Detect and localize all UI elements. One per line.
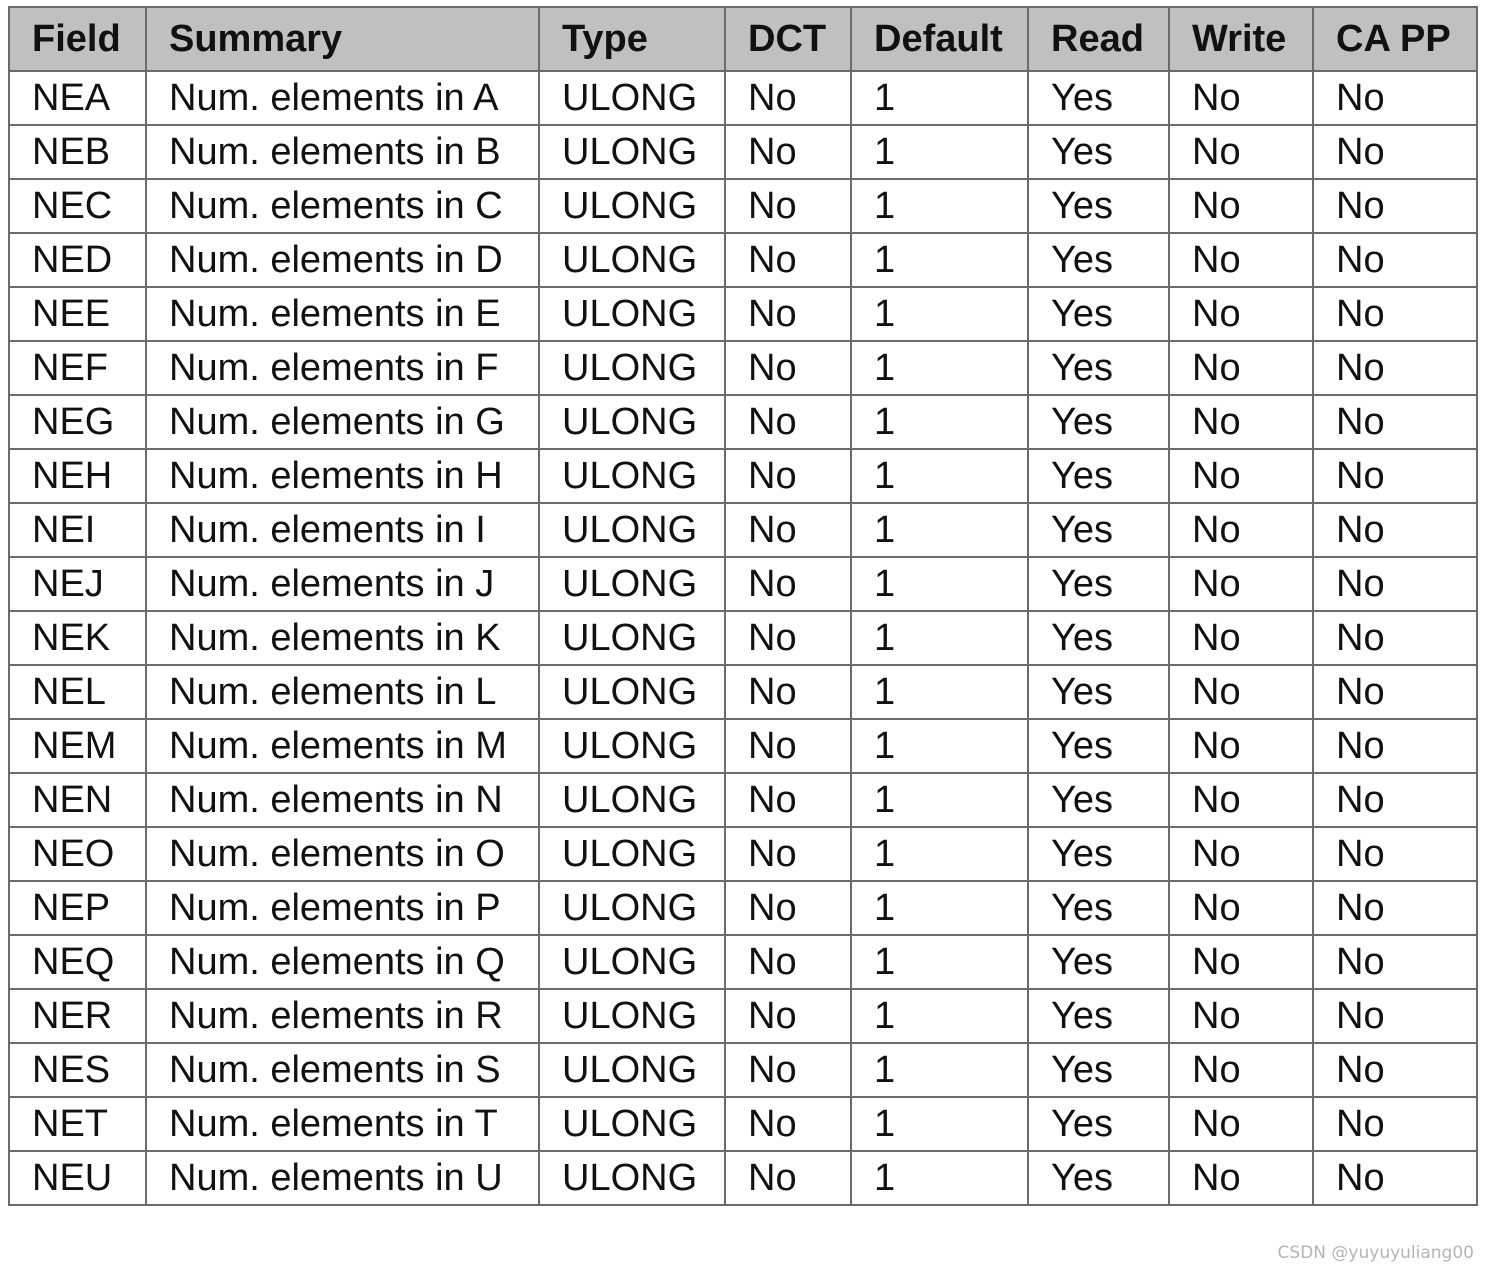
cell-ca-pp: No bbox=[1313, 125, 1477, 179]
cell-summary: Num. elements in O bbox=[146, 827, 539, 881]
cell-field: NEU bbox=[9, 1151, 146, 1205]
cell-dct: No bbox=[725, 665, 851, 719]
cell-dct: No bbox=[725, 125, 851, 179]
cell-default: 1 bbox=[851, 773, 1028, 827]
cell-read: Yes bbox=[1028, 125, 1169, 179]
cell-summary: Num. elements in F bbox=[146, 341, 539, 395]
cell-field: NEI bbox=[9, 503, 146, 557]
cell-ca-pp: No bbox=[1313, 611, 1477, 665]
cell-dct: No bbox=[725, 719, 851, 773]
cell-default: 1 bbox=[851, 179, 1028, 233]
header-ca-pp: CA PP bbox=[1313, 7, 1477, 71]
cell-write: No bbox=[1169, 71, 1313, 125]
cell-field: NEE bbox=[9, 287, 146, 341]
cell-dct: No bbox=[725, 827, 851, 881]
cell-summary: Num. elements in I bbox=[146, 503, 539, 557]
cell-type: ULONG bbox=[539, 179, 725, 233]
cell-default: 1 bbox=[851, 827, 1028, 881]
cell-write: No bbox=[1169, 341, 1313, 395]
cell-read: Yes bbox=[1028, 503, 1169, 557]
cell-dct: No bbox=[725, 71, 851, 125]
cell-write: No bbox=[1169, 827, 1313, 881]
cell-write: No bbox=[1169, 773, 1313, 827]
cell-write: No bbox=[1169, 935, 1313, 989]
table-row bbox=[9, 1097, 1477, 1151]
cell-field: NEA bbox=[9, 71, 146, 125]
cell-field: NEC bbox=[9, 179, 146, 233]
cell-field: NEH bbox=[9, 449, 146, 503]
table-row bbox=[9, 287, 1477, 341]
cell-default: 1 bbox=[851, 395, 1028, 449]
cell-type: ULONG bbox=[539, 287, 725, 341]
cell-type: ULONG bbox=[539, 881, 725, 935]
cell-type: ULONG bbox=[539, 611, 725, 665]
table-row bbox=[9, 71, 1477, 125]
cell-dct: No bbox=[725, 1097, 851, 1151]
cell-read: Yes bbox=[1028, 665, 1169, 719]
cell-ca-pp: No bbox=[1313, 773, 1477, 827]
cell-type: ULONG bbox=[539, 935, 725, 989]
cell-read: Yes bbox=[1028, 395, 1169, 449]
cell-summary: Num. elements in D bbox=[146, 233, 539, 287]
cell-write: No bbox=[1169, 1151, 1313, 1205]
cell-write: No bbox=[1169, 233, 1313, 287]
cell-read: Yes bbox=[1028, 611, 1169, 665]
cell-summary: Num. elements in E bbox=[146, 287, 539, 341]
cell-field: NEG bbox=[9, 395, 146, 449]
cell-default: 1 bbox=[851, 341, 1028, 395]
cell-type: ULONG bbox=[539, 665, 725, 719]
cell-read: Yes bbox=[1028, 827, 1169, 881]
cell-write: No bbox=[1169, 449, 1313, 503]
cell-read: Yes bbox=[1028, 1097, 1169, 1151]
cell-dct: No bbox=[725, 557, 851, 611]
cell-default: 1 bbox=[851, 1043, 1028, 1097]
table-row bbox=[9, 1043, 1477, 1097]
cell-dct: No bbox=[725, 935, 851, 989]
cell-type: ULONG bbox=[539, 341, 725, 395]
cell-summary: Num. elements in H bbox=[146, 449, 539, 503]
cell-summary: Num. elements in A bbox=[146, 71, 539, 125]
cell-write: No bbox=[1169, 557, 1313, 611]
table-row bbox=[9, 881, 1477, 935]
cell-dct: No bbox=[725, 179, 851, 233]
cell-default: 1 bbox=[851, 233, 1028, 287]
cell-ca-pp: No bbox=[1313, 449, 1477, 503]
cell-summary: Num. elements in R bbox=[146, 989, 539, 1043]
cell-field: NEQ bbox=[9, 935, 146, 989]
cell-default: 1 bbox=[851, 71, 1028, 125]
cell-read: Yes bbox=[1028, 1043, 1169, 1097]
table-row bbox=[9, 449, 1477, 503]
cell-read: Yes bbox=[1028, 1151, 1169, 1205]
table-row bbox=[9, 395, 1477, 449]
cell-write: No bbox=[1169, 719, 1313, 773]
cell-dct: No bbox=[725, 1043, 851, 1097]
cell-read: Yes bbox=[1028, 881, 1169, 935]
table-row bbox=[9, 989, 1477, 1043]
table-row bbox=[9, 773, 1477, 827]
cell-type: ULONG bbox=[539, 233, 725, 287]
cell-default: 1 bbox=[851, 611, 1028, 665]
cell-read: Yes bbox=[1028, 179, 1169, 233]
cell-field: NER bbox=[9, 989, 146, 1043]
cell-summary: Num. elements in B bbox=[146, 125, 539, 179]
header-field: Field bbox=[9, 7, 146, 71]
header-type: Type bbox=[539, 7, 725, 71]
table-row bbox=[9, 827, 1477, 881]
cell-read: Yes bbox=[1028, 449, 1169, 503]
cell-ca-pp: No bbox=[1313, 935, 1477, 989]
header-summary: Summary bbox=[146, 7, 539, 71]
table-row bbox=[9, 125, 1477, 179]
cell-dct: No bbox=[725, 341, 851, 395]
cell-write: No bbox=[1169, 503, 1313, 557]
field-table bbox=[8, 6, 1478, 1206]
cell-summary: Num. elements in L bbox=[146, 665, 539, 719]
table-row bbox=[9, 557, 1477, 611]
cell-field: NEM bbox=[9, 719, 146, 773]
cell-ca-pp: No bbox=[1313, 1151, 1477, 1205]
cell-ca-pp: No bbox=[1313, 665, 1477, 719]
cell-dct: No bbox=[725, 287, 851, 341]
cell-field: NEL bbox=[9, 665, 146, 719]
header-dct: DCT bbox=[725, 7, 851, 71]
cell-field: NEK bbox=[9, 611, 146, 665]
cell-type: ULONG bbox=[539, 71, 725, 125]
table-row bbox=[9, 1151, 1477, 1205]
cell-dct: No bbox=[725, 989, 851, 1043]
cell-read: Yes bbox=[1028, 989, 1169, 1043]
table-row bbox=[9, 935, 1477, 989]
cell-read: Yes bbox=[1028, 557, 1169, 611]
cell-default: 1 bbox=[851, 719, 1028, 773]
cell-ca-pp: No bbox=[1313, 881, 1477, 935]
cell-type: ULONG bbox=[539, 503, 725, 557]
cell-field: NED bbox=[9, 233, 146, 287]
cell-ca-pp: No bbox=[1313, 71, 1477, 125]
cell-write: No bbox=[1169, 179, 1313, 233]
cell-default: 1 bbox=[851, 125, 1028, 179]
cell-default: 1 bbox=[851, 1151, 1028, 1205]
cell-summary: Num. elements in U bbox=[146, 1151, 539, 1205]
cell-type: ULONG bbox=[539, 719, 725, 773]
cell-summary: Num. elements in P bbox=[146, 881, 539, 935]
cell-summary: Num. elements in G bbox=[146, 395, 539, 449]
header-row bbox=[9, 7, 1477, 71]
table-row bbox=[9, 179, 1477, 233]
cell-default: 1 bbox=[851, 449, 1028, 503]
cell-default: 1 bbox=[851, 287, 1028, 341]
cell-default: 1 bbox=[851, 557, 1028, 611]
cell-field: NET bbox=[9, 1097, 146, 1151]
cell-type: ULONG bbox=[539, 827, 725, 881]
cell-read: Yes bbox=[1028, 773, 1169, 827]
cell-write: No bbox=[1169, 611, 1313, 665]
cell-ca-pp: No bbox=[1313, 1097, 1477, 1151]
cell-type: ULONG bbox=[539, 989, 725, 1043]
cell-ca-pp: No bbox=[1313, 989, 1477, 1043]
cell-default: 1 bbox=[851, 503, 1028, 557]
cell-write: No bbox=[1169, 125, 1313, 179]
cell-dct: No bbox=[725, 881, 851, 935]
cell-ca-pp: No bbox=[1313, 719, 1477, 773]
cell-read: Yes bbox=[1028, 71, 1169, 125]
cell-write: No bbox=[1169, 881, 1313, 935]
cell-field: NEJ bbox=[9, 557, 146, 611]
cell-field: NES bbox=[9, 1043, 146, 1097]
cell-summary: Num. elements in C bbox=[146, 179, 539, 233]
cell-write: No bbox=[1169, 1043, 1313, 1097]
cell-type: ULONG bbox=[539, 449, 725, 503]
table-row bbox=[9, 719, 1477, 773]
cell-dct: No bbox=[725, 1151, 851, 1205]
cell-ca-pp: No bbox=[1313, 1043, 1477, 1097]
table-body bbox=[9, 71, 1477, 1205]
cell-write: No bbox=[1169, 287, 1313, 341]
cell-write: No bbox=[1169, 1097, 1313, 1151]
cell-write: No bbox=[1169, 395, 1313, 449]
cell-default: 1 bbox=[851, 881, 1028, 935]
cell-field: NEP bbox=[9, 881, 146, 935]
cell-type: ULONG bbox=[539, 557, 725, 611]
cell-field: NEO bbox=[9, 827, 146, 881]
cell-dct: No bbox=[725, 395, 851, 449]
watermark: CSDN @yuyuyuliang00 bbox=[1277, 1243, 1474, 1263]
table-row bbox=[9, 233, 1477, 287]
cell-ca-pp: No bbox=[1313, 179, 1477, 233]
cell-ca-pp: No bbox=[1313, 557, 1477, 611]
cell-summary: Num. elements in M bbox=[146, 719, 539, 773]
cell-read: Yes bbox=[1028, 233, 1169, 287]
cell-type: ULONG bbox=[539, 1097, 725, 1151]
table-row bbox=[9, 341, 1477, 395]
cell-type: ULONG bbox=[539, 1043, 725, 1097]
cell-write: No bbox=[1169, 989, 1313, 1043]
cell-dct: No bbox=[725, 611, 851, 665]
cell-dct: No bbox=[725, 503, 851, 557]
header-default: Default bbox=[851, 7, 1028, 71]
cell-default: 1 bbox=[851, 665, 1028, 719]
cell-default: 1 bbox=[851, 989, 1028, 1043]
table-row bbox=[9, 665, 1477, 719]
cell-write: No bbox=[1169, 665, 1313, 719]
cell-field: NEN bbox=[9, 773, 146, 827]
header-read: Read bbox=[1028, 7, 1169, 71]
cell-ca-pp: No bbox=[1313, 827, 1477, 881]
cell-default: 1 bbox=[851, 935, 1028, 989]
cell-type: ULONG bbox=[539, 395, 725, 449]
table-row bbox=[9, 611, 1477, 665]
cell-read: Yes bbox=[1028, 341, 1169, 395]
cell-dct: No bbox=[725, 233, 851, 287]
cell-summary: Num. elements in T bbox=[146, 1097, 539, 1151]
cell-dct: No bbox=[725, 449, 851, 503]
table-row bbox=[9, 503, 1477, 557]
cell-summary: Num. elements in N bbox=[146, 773, 539, 827]
cell-summary: Num. elements in J bbox=[146, 557, 539, 611]
cell-read: Yes bbox=[1028, 935, 1169, 989]
cell-summary: Num. elements in K bbox=[146, 611, 539, 665]
cell-ca-pp: No bbox=[1313, 233, 1477, 287]
cell-default: 1 bbox=[851, 1097, 1028, 1151]
cell-type: ULONG bbox=[539, 125, 725, 179]
cell-summary: Num. elements in S bbox=[146, 1043, 539, 1097]
cell-field: NEF bbox=[9, 341, 146, 395]
cell-type: ULONG bbox=[539, 1151, 725, 1205]
cell-read: Yes bbox=[1028, 719, 1169, 773]
cell-ca-pp: No bbox=[1313, 341, 1477, 395]
cell-field: NEB bbox=[9, 125, 146, 179]
cell-read: Yes bbox=[1028, 287, 1169, 341]
cell-ca-pp: No bbox=[1313, 395, 1477, 449]
cell-dct: No bbox=[725, 773, 851, 827]
header-write: Write bbox=[1169, 7, 1313, 71]
cell-ca-pp: No bbox=[1313, 503, 1477, 557]
cell-type: ULONG bbox=[539, 773, 725, 827]
cell-ca-pp: No bbox=[1313, 287, 1477, 341]
cell-summary: Num. elements in Q bbox=[146, 935, 539, 989]
